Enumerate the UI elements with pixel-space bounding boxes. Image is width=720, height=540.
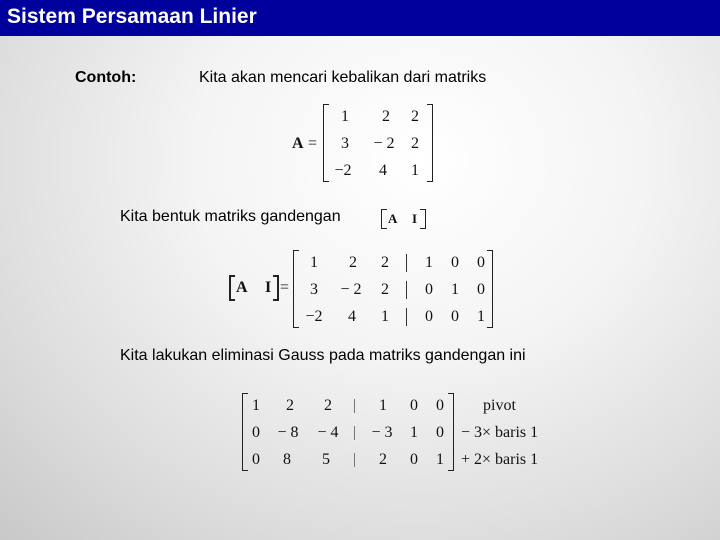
matrix-cell: 0 <box>252 451 260 468</box>
title-bar <box>0 0 720 36</box>
aug-notation-left-bracket <box>229 275 235 301</box>
matrix-a-name: A <box>292 135 304 152</box>
matrix-cell: 2 <box>411 135 419 152</box>
matrix-cell: 0 <box>451 308 459 325</box>
row-operation: pivot <box>483 397 516 414</box>
matrix-cell: 2 <box>324 397 332 414</box>
matrix-cell: 1 <box>379 397 387 414</box>
matrix-cell: 1 <box>411 162 419 179</box>
notation-i: I <box>412 211 418 226</box>
matrix-cell: 0 <box>425 281 433 298</box>
aug-separator <box>406 254 407 272</box>
aug-notation-a: A <box>236 279 248 296</box>
matrix-cell: 0 <box>410 397 418 414</box>
matrix-cell: 0 <box>410 451 418 468</box>
line3-text: Kita lakukan eliminasi Gauss pada matriks gandengan ini <box>120 347 526 364</box>
matrix-cell: 0 <box>436 397 444 414</box>
matrix-cell: 2 <box>286 397 294 414</box>
matrix-cell: − 8 <box>277 424 299 441</box>
matrix-cell: 1 <box>252 397 260 414</box>
notation-a: A <box>388 211 398 226</box>
matrix-cell: 3 <box>310 281 318 298</box>
matrix-cell: 4 <box>348 308 356 325</box>
matrix-cell: 1 <box>451 281 459 298</box>
matrix-cell: 2 <box>381 281 389 298</box>
matrix-cell: 0 <box>451 254 459 271</box>
matrix-cell: 4 <box>379 162 387 179</box>
line2-text: Kita bentuk matriks gandengan <box>120 208 341 225</box>
aug-separator <box>406 281 407 299</box>
matrix-cell: 2 <box>382 108 390 125</box>
matrix-cell: − 3 <box>371 424 393 441</box>
aug-separator <box>406 308 407 326</box>
matrix-a-right-bracket <box>427 104 433 182</box>
matrix-cell: 2 <box>411 108 419 125</box>
matrix-cell: 0 <box>436 424 444 441</box>
intro-text: Kita akan mencari kebalikan dari matriks <box>199 69 487 86</box>
matrix-cell: − 2 <box>373 135 395 152</box>
aug-notation-right-bracket <box>273 275 279 301</box>
slide-title: Sistem Persamaan Linier <box>7 5 257 28</box>
matrix-cell: 5 <box>322 451 330 468</box>
aug-equals: = <box>280 279 290 296</box>
row-operation: + 2× baris 1 <box>461 451 539 468</box>
matrix-cell: 0 <box>477 254 485 271</box>
elim-left-bracket <box>242 393 248 471</box>
matrix-cell: 1 <box>410 424 418 441</box>
matrix-cell: 1 <box>310 254 318 271</box>
matrix-cell: − 4 <box>317 424 339 441</box>
elim-right-bracket <box>448 393 454 471</box>
aug-left-bracket <box>293 250 299 328</box>
elim-separator <box>354 453 355 467</box>
matrix-cell: −2 <box>334 162 352 179</box>
matrix-cell: 1 <box>381 308 389 325</box>
matrix-cell: 1 <box>436 451 444 468</box>
notation-left-bracket <box>381 209 387 229</box>
example-label: Contoh: <box>75 69 137 86</box>
matrix-cell: 1 <box>477 308 485 325</box>
matrix-cell: 2 <box>379 451 387 468</box>
notation-right-bracket <box>420 209 426 229</box>
matrix-cell: 2 <box>349 254 357 271</box>
row-operation: − 3× baris 1 <box>461 424 539 441</box>
matrix-cell: 2 <box>381 254 389 271</box>
matrix-cell: 0 <box>252 424 260 441</box>
aug-notation-i: I <box>265 279 272 296</box>
matrix-a-left-bracket <box>323 104 329 182</box>
matrix-cell: 8 <box>283 451 291 468</box>
matrix-cell: − 2 <box>340 281 362 298</box>
matrix-cell: 1 <box>341 108 349 125</box>
matrix-cell: 0 <box>425 308 433 325</box>
matrix-cell: 3 <box>341 135 349 152</box>
elim-separator <box>354 399 355 413</box>
elim-separator <box>354 426 355 440</box>
matrix-cell: 1 <box>425 254 433 271</box>
matrix-cell: 0 <box>477 281 485 298</box>
matrix-a-equals: = <box>308 135 318 152</box>
matrix-cell: −2 <box>305 308 323 325</box>
